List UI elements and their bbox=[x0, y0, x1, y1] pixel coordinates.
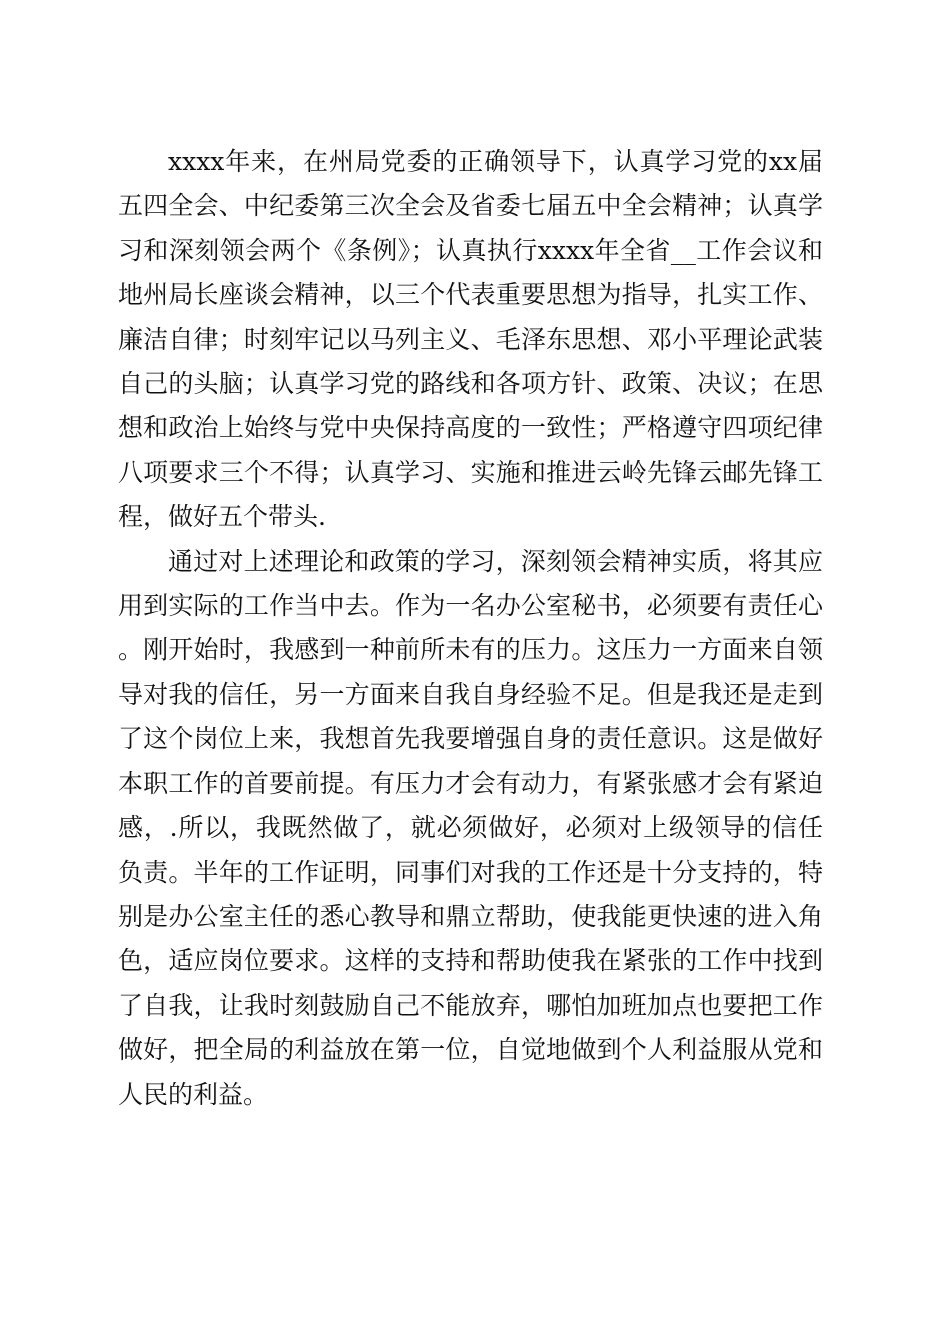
paragraph-2: 通过对上述理论和政策的学习，深刻领会精神实质，将其应用到实际的工作当中去。作为一名办公室秘书，必须要有责任心。刚开始时，我感到一种前所未有的压力。这压力一方面来自领导对我的信任，另一方面来自我自身经验不足。但是我还是走到了这个岗位上来，我想首先我要增强自身的责任意识。这是做好本职工作的首要前提。有压力才会有动力，有紧张感才会有紧迫感，.所以，我既然做了，就必须做好，必须对上级领导的信任负责。半年的工作证明，同事们对我的工作还是十分支持的，特别是办公室主任的悉心教导和鼎立帮助，使我能更快速的进入角色，适应岗位要求。这样的支持和帮助使我在紧张的工作中找到了自我，让我时刻鼓励自己不能放弃，哪怕加班加点也要把工作做好，把全局的利益放在第一位，自觉地做到个人利益服从党和人民的利益。 bbox=[118, 546, 823, 1109]
paragraph-1: xxxx年来，在州局党委的正确领导下，认真学习党的xx届五四全会、中纪委第三次全会及省委七届五中全会精神；认真学习和深刻领会两个《条例》；认真执行xxxx年全省__工作会议和地州局长座谈会精神，以三个代表重要思想为指导，扎实工作、廉洁自律；时刻牢记以马列主义、毛泽东思想、邓小平理论武装自己的头脑；认真学习党的路线和各项方针、政策、决议；在思想和政治上始终与党中央保持高度的一致性；严格遵守四项纪律八项要求三个不得；认真学习、实施和推进云岭先锋云邮先锋工程，做好五个带头. bbox=[118, 147, 823, 532]
document-body bbox=[118, 140, 823, 1117]
